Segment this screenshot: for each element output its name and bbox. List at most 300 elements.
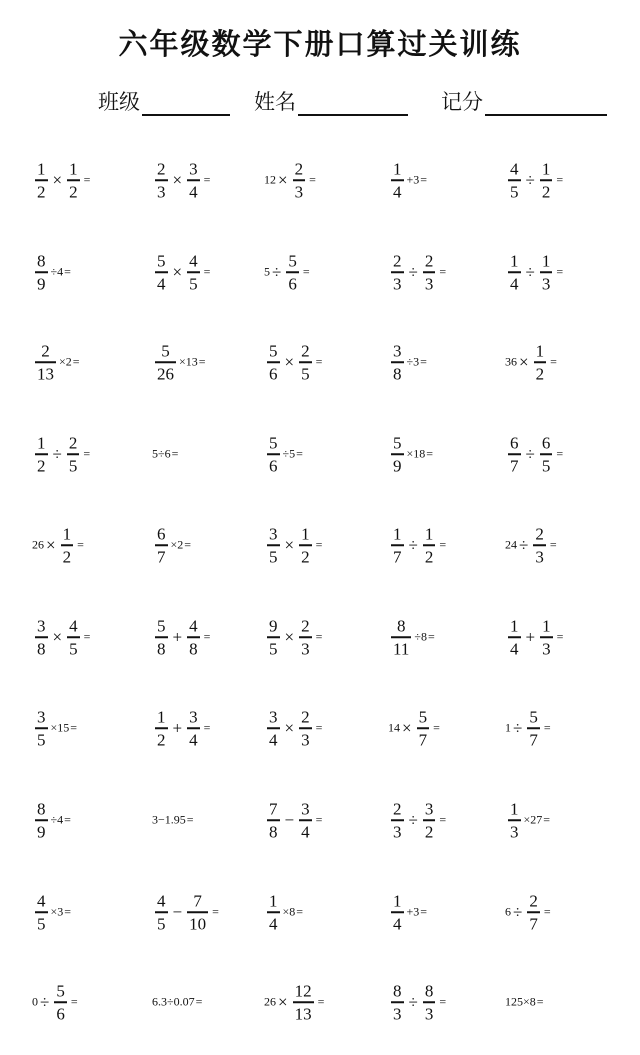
denominator: 5 (301, 363, 310, 383)
equals-sign: = (184, 537, 192, 552)
numerator: 3 (269, 707, 278, 727)
operator: × (284, 535, 295, 554)
operator: ÷ (525, 262, 535, 281)
denominator: 7 (510, 455, 519, 475)
operator: × (172, 170, 183, 189)
number-text: ×2 (170, 537, 184, 552)
denominator: 4 (157, 273, 166, 293)
fraction (286, 251, 299, 293)
denominator: 3 (393, 1003, 402, 1023)
numerator: 6 (510, 433, 519, 453)
fraction-bar (391, 361, 404, 363)
fraction-bar (299, 727, 312, 729)
number-text: 0 (32, 994, 38, 1009)
operator: ÷ (272, 262, 282, 281)
fraction (391, 981, 404, 1023)
equals-sign: = (556, 172, 564, 187)
fraction (67, 433, 80, 475)
equals-sign: = (433, 720, 440, 735)
operator: × (284, 352, 295, 371)
problem-8-4 (388, 799, 446, 841)
operator: + (525, 627, 536, 646)
denominator: 2 (37, 181, 46, 201)
numerator: 1 (510, 799, 519, 819)
fraction-bar (540, 453, 553, 455)
fraction (67, 159, 80, 201)
operator: × (46, 535, 56, 554)
denominator: 4 (510, 273, 519, 293)
denominator: 5 (157, 913, 166, 933)
denominator: 4 (393, 913, 402, 933)
numerator: 9 (269, 616, 278, 636)
fraction-bar (299, 544, 312, 546)
numerator: 2 (301, 707, 310, 727)
fraction-bar (508, 453, 521, 455)
fraction (534, 341, 547, 383)
fraction (391, 524, 404, 566)
fraction (527, 707, 540, 749)
numerator: 1 (269, 891, 278, 911)
equals-sign: = (315, 720, 323, 735)
fraction-bar (391, 636, 411, 638)
numerator: 2 (301, 616, 310, 636)
equals-sign: = (203, 172, 211, 187)
numerator: 5 (157, 251, 166, 271)
numerator: 8 (396, 616, 406, 636)
problem-5-5 (505, 524, 557, 566)
fraction-bar (423, 819, 436, 821)
denominator: 5 (541, 455, 551, 475)
numerator: 8 (37, 799, 46, 819)
equals-sign: = (420, 172, 428, 187)
denominator: 3 (510, 821, 519, 841)
problem-5-3 (264, 524, 322, 566)
denominator: 9 (37, 821, 46, 841)
problem-2-1 (32, 251, 71, 293)
number-text: ×2 (59, 354, 72, 369)
denominator: 3 (535, 546, 544, 566)
numerator: 1 (69, 159, 78, 179)
equals-sign: = (315, 537, 323, 552)
denominator: 13 (37, 363, 54, 383)
fraction-bar (391, 271, 404, 273)
number-text: 36 (505, 354, 517, 369)
fraction (267, 524, 280, 566)
operator: × (52, 170, 63, 189)
fraction-bar (267, 727, 280, 729)
problem-5-2 (152, 524, 191, 566)
operator: − (172, 902, 183, 921)
number-text: +3 (406, 172, 420, 187)
problem-1-4 (388, 159, 427, 201)
denominator: 3 (393, 821, 402, 841)
denominator: 7 (157, 546, 166, 566)
denominator: 6 (269, 363, 278, 383)
problem-10-1 (32, 981, 78, 1023)
class-label: 班级 (98, 90, 140, 114)
fraction (155, 159, 168, 201)
denominator: 8 (189, 638, 198, 658)
denominator: 2 (541, 181, 551, 201)
number-text: 125×8 (505, 994, 536, 1009)
fraction (35, 707, 48, 749)
problem-5-1 (32, 524, 84, 566)
equals-sign: = (439, 264, 447, 279)
fraction (391, 616, 411, 658)
denominator: 2 (424, 821, 434, 841)
fraction (540, 251, 553, 293)
fraction (423, 799, 436, 841)
operator: × (278, 170, 288, 189)
fraction (423, 981, 436, 1023)
number-text: +3 (406, 904, 420, 919)
numerator: 5 (418, 707, 428, 727)
numerator: 7 (269, 799, 278, 819)
fraction-bar (267, 911, 280, 913)
fraction-bar (508, 819, 521, 821)
problem-8-5 (505, 799, 550, 841)
denominator: 6 (269, 455, 278, 475)
numerator: 1 (510, 251, 519, 271)
operator: ÷ (408, 262, 418, 281)
fraction-bar (391, 911, 404, 913)
fraction-bar (508, 636, 521, 638)
equals-sign: = (203, 264, 211, 279)
fraction-bar (155, 727, 168, 729)
problem-1-2 (152, 159, 210, 201)
problem-2-4 (388, 251, 446, 293)
number-text: 3−1.95 (152, 812, 186, 827)
numerator: 3 (189, 159, 198, 179)
fraction (299, 707, 312, 749)
problem-3-1 (32, 341, 80, 383)
fraction-bar (187, 271, 200, 273)
number-text: 6.3÷0.07 (152, 994, 195, 1009)
fraction (187, 251, 200, 293)
denominator: 10 (189, 913, 207, 933)
equals-sign: = (315, 354, 323, 369)
numerator: 4 (37, 891, 46, 911)
number-text: ÷4 (50, 264, 64, 279)
operator: ÷ (408, 992, 418, 1011)
equals-sign: = (83, 446, 91, 461)
fraction-bar (35, 179, 48, 181)
fraction (155, 707, 168, 749)
number-text: ÷8 (414, 629, 427, 644)
equals-sign: = (83, 629, 91, 644)
fraction (508, 433, 521, 475)
denominator: 5 (37, 729, 46, 749)
fraction-bar (540, 179, 553, 181)
denominator: 5 (69, 638, 78, 658)
problem-1-3 (264, 159, 316, 201)
fraction-bar (35, 271, 48, 273)
number-text: ×3 (50, 904, 64, 919)
fraction (540, 159, 553, 201)
fraction-bar (533, 544, 546, 546)
problem-8-2 (152, 813, 194, 828)
numerator: 2 (68, 433, 78, 453)
fraction (293, 981, 314, 1023)
numerator: 6 (541, 433, 551, 453)
denominator: 13 (294, 1003, 312, 1023)
fraction (267, 891, 280, 933)
fraction-bar (527, 727, 540, 729)
equals-sign: = (556, 446, 564, 461)
problem-6-4 (388, 616, 435, 658)
numerator: 3 (269, 524, 278, 544)
fraction (267, 707, 280, 749)
fraction-bar (155, 271, 168, 273)
fraction (417, 707, 430, 749)
problem-1-5 (505, 159, 563, 201)
equals-sign: = (439, 994, 447, 1009)
numerator: 2 (393, 251, 402, 271)
numerator: 4 (510, 159, 519, 179)
fraction-bar (67, 179, 80, 181)
numerator: 6 (157, 524, 166, 544)
equals-sign: = (70, 994, 78, 1009)
problem-6-2 (152, 616, 210, 658)
fraction (423, 524, 436, 566)
denominator: 7 (393, 546, 402, 566)
denominator: 5 (269, 546, 278, 566)
fraction-bar (391, 453, 404, 455)
equals-sign: = (556, 264, 564, 279)
fraction-bar (155, 179, 168, 181)
equals-sign: = (420, 904, 428, 919)
numerator: 2 (157, 159, 166, 179)
equals-sign: = (317, 994, 325, 1009)
fraction (155, 524, 168, 566)
fraction (299, 341, 312, 383)
fraction (423, 251, 436, 293)
numerator: 8 (37, 251, 46, 271)
fraction-bar (155, 911, 168, 913)
problem-9-5 (505, 891, 551, 933)
fraction (527, 891, 540, 933)
equals-sign: = (195, 994, 203, 1009)
denominator: 5 (37, 913, 46, 933)
fraction (391, 341, 404, 383)
denominator: 4 (269, 913, 278, 933)
denominator: 5 (68, 455, 78, 475)
operator: × (519, 352, 529, 371)
fraction (540, 616, 553, 658)
denominator: 8 (393, 363, 402, 383)
fraction (35, 891, 48, 933)
number-text: 26 (32, 537, 44, 552)
fraction (187, 891, 208, 933)
fraction-bar (293, 1001, 314, 1003)
problem-9-4 (388, 891, 427, 933)
denominator: 8 (269, 821, 278, 841)
numerator: 5 (161, 341, 170, 361)
numerator: 5 (529, 707, 538, 727)
fraction-bar (187, 911, 208, 913)
denominator: 3 (157, 181, 166, 201)
operator: ÷ (525, 170, 535, 189)
operator: ÷ (408, 810, 418, 829)
number-text: 1 (505, 720, 511, 735)
fraction-bar (67, 636, 80, 638)
fraction (155, 341, 176, 383)
denominator: 2 (424, 546, 434, 566)
numerator: 1 (157, 707, 166, 727)
number-text: ×13 (179, 354, 198, 369)
denominator: 3 (301, 638, 310, 658)
name-label: 姓名 (254, 90, 296, 114)
denominator: 5 (269, 638, 278, 658)
numerator: 1 (62, 524, 72, 544)
numerator: 1 (541, 251, 551, 271)
denominator: 26 (157, 363, 174, 383)
number-text: ×15 (50, 720, 70, 735)
fraction (391, 891, 404, 933)
fraction-bar (540, 636, 553, 638)
fraction-bar (35, 453, 48, 455)
fraction-bar (299, 636, 312, 638)
numerator: 5 (288, 251, 297, 271)
equals-sign: = (543, 720, 551, 735)
fraction (187, 707, 200, 749)
problem-3-2 (152, 341, 206, 383)
denominator: 11 (393, 638, 410, 658)
problem-7-1 (32, 707, 77, 749)
denominator: 8 (37, 638, 46, 658)
fraction (299, 799, 312, 841)
numerator: 5 (157, 616, 166, 636)
problem-4-4 (388, 433, 433, 475)
fraction-bar (299, 361, 312, 363)
numerator: 1 (541, 159, 551, 179)
denominator: 3 (542, 638, 551, 658)
numerator: 1 (535, 341, 545, 361)
fraction-bar (391, 1001, 404, 1003)
fraction (533, 524, 546, 566)
operator: ÷ (513, 902, 523, 921)
denominator: 4 (301, 821, 310, 841)
problem-10-5 (505, 995, 544, 1010)
problem-7-3 (264, 707, 322, 749)
fraction-bar (527, 911, 540, 913)
equals-sign: = (309, 172, 316, 187)
denominator: 6 (288, 273, 297, 293)
denominator: 2 (62, 546, 72, 566)
number-text: ÷5 (282, 446, 296, 461)
fraction-bar (35, 911, 48, 913)
fraction-bar (423, 544, 436, 546)
denominator: 4 (269, 729, 278, 749)
equals-sign: = (72, 354, 80, 369)
denominator: 2 (301, 546, 310, 566)
equals-sign: = (70, 720, 78, 735)
number-text: 6 (505, 904, 511, 919)
equals-sign: = (536, 994, 544, 1009)
fraction (267, 799, 280, 841)
fraction-bar (267, 636, 280, 638)
fraction-bar (61, 544, 74, 546)
fraction (35, 433, 48, 475)
number-text: 26 (264, 994, 276, 1009)
fraction (508, 799, 521, 841)
denominator: 2 (535, 363, 545, 383)
denominator: 4 (393, 181, 402, 201)
denominator: 3 (294, 181, 304, 201)
fraction-bar (187, 636, 200, 638)
fraction (35, 341, 56, 383)
problem-4-3 (264, 433, 303, 475)
problem-10-3 (264, 981, 324, 1023)
denominator: 6 (56, 1003, 65, 1023)
problem-8-1 (32, 799, 71, 841)
numerator: 5 (269, 341, 278, 361)
fraction-bar (187, 179, 200, 181)
fraction (391, 799, 404, 841)
numerator: 3 (424, 799, 434, 819)
numerator: 1 (510, 616, 519, 636)
equals-sign: = (64, 904, 72, 919)
problem-9-1 (32, 891, 71, 933)
fraction (54, 981, 67, 1023)
problem-3-3 (264, 341, 322, 383)
denominator: 9 (37, 273, 46, 293)
problem-3-5 (505, 341, 557, 383)
numerator: 4 (189, 251, 198, 271)
fraction (187, 159, 200, 201)
fraction (267, 433, 280, 475)
fraction-bar (155, 636, 168, 638)
numerator: 3 (301, 799, 310, 819)
equals-sign: = (549, 537, 557, 552)
numerator: 1 (301, 524, 310, 544)
fraction-bar (35, 636, 48, 638)
numerator: 1 (542, 616, 551, 636)
problem-6-5 (505, 616, 563, 658)
equals-sign: = (203, 720, 211, 735)
operator: ÷ (52, 444, 62, 463)
problem-4-1 (32, 433, 90, 475)
fraction-bar (267, 819, 280, 821)
score-label: 记分 (441, 90, 483, 114)
fraction-bar (423, 271, 436, 273)
problem-1-1 (32, 159, 90, 201)
operator: ÷ (513, 718, 523, 737)
numerator: 4 (157, 891, 166, 911)
fraction (35, 799, 48, 841)
operator: ÷ (40, 992, 50, 1011)
equals-sign: = (556, 629, 564, 644)
operator: × (284, 627, 295, 646)
number-text: ×8 (282, 904, 296, 919)
denominator: 4 (510, 638, 519, 658)
problem-2-2 (152, 251, 210, 293)
numerator: 2 (424, 251, 434, 271)
page-title: 六年级数学下册口算过关训练 (118, 27, 522, 61)
equals-sign: = (543, 812, 551, 827)
operator: ÷ (408, 535, 418, 554)
number-text: 24 (505, 537, 517, 552)
fraction (508, 616, 521, 658)
numerator: 3 (393, 341, 402, 361)
operator: − (284, 810, 295, 829)
fraction (540, 433, 553, 475)
fraction-bar (35, 819, 48, 821)
problem-6-3 (264, 616, 322, 658)
numerator: 1 (424, 524, 434, 544)
fraction (391, 251, 404, 293)
problem-2-5 (505, 251, 563, 293)
